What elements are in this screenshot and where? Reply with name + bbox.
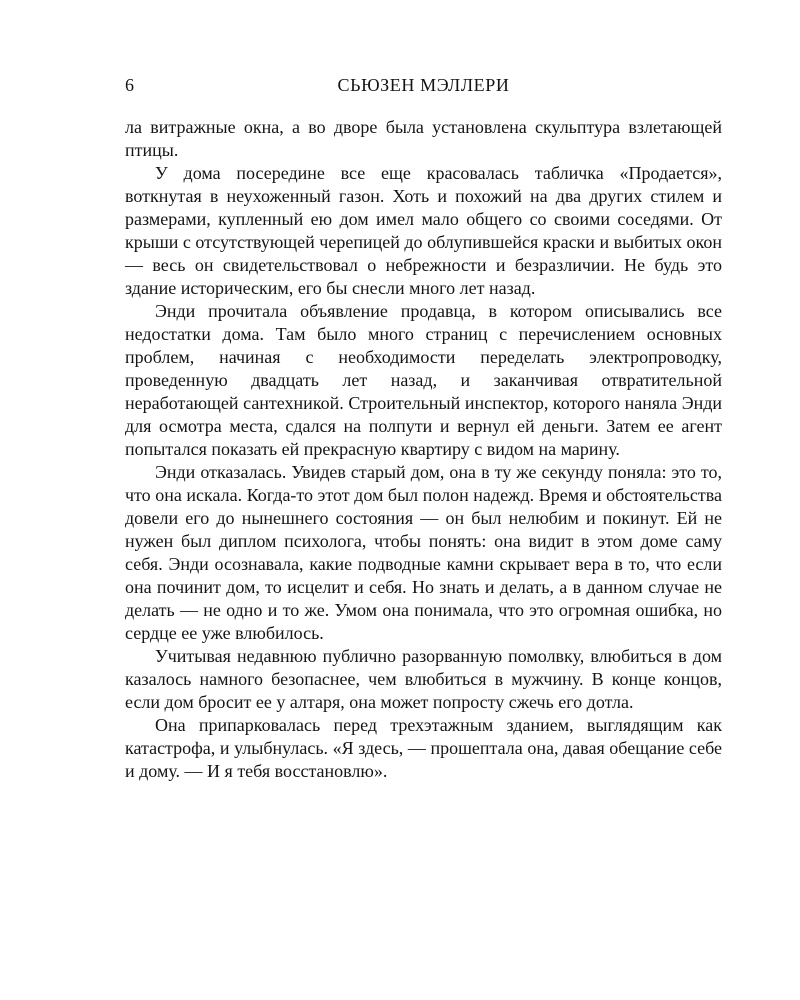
running-head-title: СЬЮЗЕН МЭЛЛЕРИ xyxy=(337,75,510,95)
page-number: 6 xyxy=(125,75,134,95)
running-head xyxy=(125,70,722,100)
paragraph: Энди прочитала объявление продавца, в котором описывались все недостатки дома. Там было много страниц с перечислением основных проблем, начиная с необходимости переделать электропроводку, проведенную двадцать лет назад, и заканчивая отвратительной неработающей сантехникой. Строительный инспектор, которого наняла Энди для осмотра места, сдался на полпути и вернул ей деньги. Затем ее агент попытался показать ей прекрасную квартиру с видом на марину. xyxy=(125,301,722,459)
body-text xyxy=(125,116,722,783)
paragraph: ла витражные окна, а во дворе была установлена скульптура взлетающей птицы. xyxy=(125,117,722,160)
paragraph: У дома посередине все еще красовалась табличка «Продается», воткнутая в неухоженный газон. Хоть и похожий на два других стилем и размерами, купленный ею дом имел мало общего со своими соседями. От крыши с отсутствующей черепицей до облупившейся краски и выбитых окон — весь он свидетельствовал о небрежности и безразличии. Не будь это здание историческим, его бы снесли много лет назад. xyxy=(125,163,722,298)
paragraph: Энди отказалась. Увидев старый дом, она в ту же секунду поняла: это то, что она искала. Когда-то этот дом был полон надежд. Время и обстоятельства довели его до нынешнего состояния — он был нелюбим и покинут. Ей не нужен был диплом психолога, чтобы понять: она видит в этом доме саму себя. Энди осознавала, какие подводные камни скрывает вера в то, что если она починит дом, то исцелит и себя. Но знать и делать, а в данном случае не делать — не одно и то же. Умом она понимала, что это огромная ошибка, но сердце ее уже влюбилось. xyxy=(125,462,722,643)
paragraph: Учитывая недавнюю публично разорванную помолвку, влюбиться в дом казалось намного безопаснее, чем влюбиться в мужчину. В конце концов, если дом бросит ее у алтаря, она может попросту сжечь его дотла. xyxy=(125,646,722,712)
book-page xyxy=(125,70,722,783)
paragraph: Она припарковалась перед трехэтажным зданием, выглядящим как катастрофа, и улыбнулась. «Я здесь, — прошептала она, давая обещание себе и дому. — И я тебя восстановлю». xyxy=(125,715,722,781)
